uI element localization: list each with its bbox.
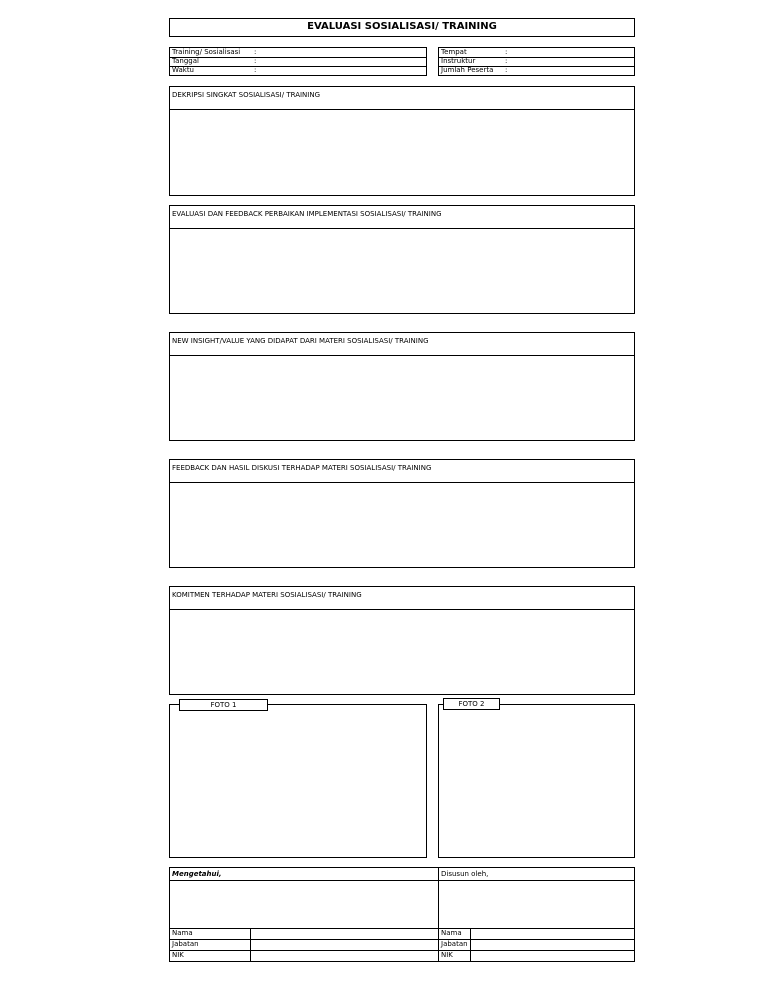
info-colon: : [254, 66, 257, 74]
info-colon: : [505, 48, 508, 56]
section-title: FEEDBACK DAN HASIL DISKUSI TERHADAP MATERI SOSIALISASI/ TRAINING [172, 464, 432, 472]
section-feedback-field[interactable] [170, 483, 634, 567]
section-title: KOMITMEN TERHADAP MATERI SOSIALISASI/ TRAINING [172, 591, 362, 599]
section-title: EVALUASI DAN FEEDBACK PERBAIKAN IMPLEMENTASI SOSIALISASI/ TRAINING [172, 210, 442, 218]
signature-right-header: Disusun oleh, [441, 870, 489, 878]
info-colon: : [505, 57, 508, 65]
info-row-instruktur [439, 57, 634, 66]
info-row-jumlah-peserta [439, 66, 634, 75]
info-colon: : [505, 66, 508, 74]
sig-right-jabatan: Jabatan [441, 940, 468, 948]
info-colon: : [254, 57, 257, 65]
info-row-training [170, 48, 426, 57]
signature-left-header: Mengetahui, [172, 870, 222, 878]
photo-box-1[interactable] [169, 704, 427, 858]
section-komitmen-field[interactable] [170, 610, 634, 694]
info-left-table [169, 47, 427, 76]
photo-label-text: FOTO 2 [458, 700, 485, 708]
section-title: NEW INSIGHT/VALUE YANG DIDAPAT DARI MATERI SOSIALISASI/ TRAINING [172, 337, 429, 345]
section-new-insight [169, 332, 635, 441]
sig-right-nama: Nama [441, 929, 462, 937]
signature-table [169, 867, 635, 962]
section-deskripsi [169, 86, 635, 196]
section-title: DEKRIPSI SINGKAT SOSIALISASI/ TRAINING [172, 91, 321, 99]
photo-box-2[interactable] [438, 704, 635, 858]
info-label-waktu: Waktu [172, 66, 194, 74]
info-row-tempat [439, 48, 634, 57]
signature-area-left[interactable] [170, 881, 438, 928]
info-row-tanggal [170, 57, 426, 66]
sig-right-nik: NIK [441, 951, 453, 959]
photo-label-2 [443, 698, 500, 710]
info-row-waktu [170, 66, 426, 75]
section-feedback-diskusi [169, 459, 635, 568]
section-deskripsi-field[interactable] [170, 110, 634, 195]
sig-left-nik: NIK [172, 951, 184, 959]
signature-area-right[interactable] [439, 881, 634, 928]
sig-left-jabatan: Jabatan [172, 940, 199, 948]
section-evaluasi-feedback [169, 205, 635, 314]
info-label-tempat: Tempat [441, 48, 467, 56]
info-colon: : [254, 48, 257, 56]
form-title-box [169, 18, 635, 37]
section-new-insight-field[interactable] [170, 356, 634, 440]
info-label-jumlah-peserta: Jumlah Peserta [441, 66, 494, 74]
form-title: EVALUASI SOSIALISASI/ TRAINING [307, 21, 497, 32]
info-label-training: Training/ Sosialisasi [172, 48, 241, 56]
photo-label-1 [179, 699, 268, 711]
section-evaluasi-field[interactable] [170, 229, 634, 313]
info-label-tanggal: Tanggal [172, 57, 199, 65]
sig-left-nama: Nama [172, 929, 193, 937]
photo-label-text: FOTO 1 [210, 701, 237, 709]
section-komitmen [169, 586, 635, 695]
info-label-instruktur: Instruktur [441, 57, 476, 65]
info-right-table [438, 47, 635, 76]
